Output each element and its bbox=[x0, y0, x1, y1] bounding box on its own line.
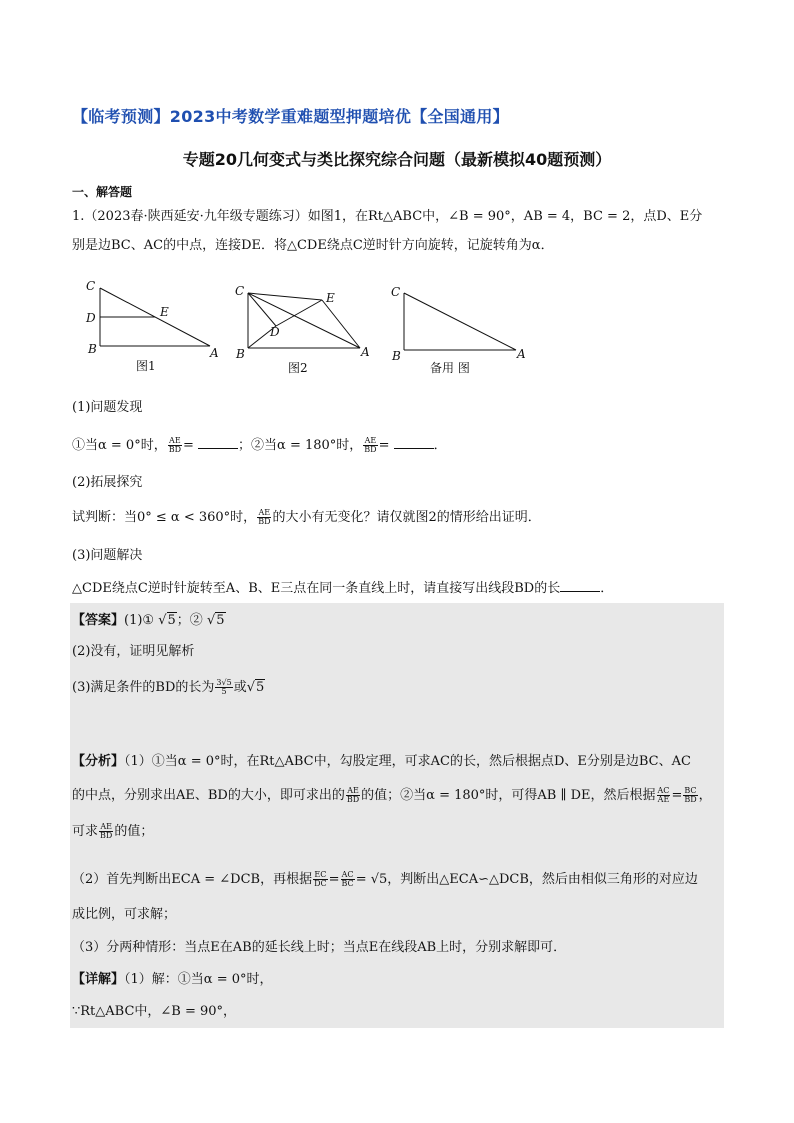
answer-blank-1[interactable] bbox=[198, 436, 238, 449]
fig1-label-a: A bbox=[210, 346, 219, 360]
figure-1 bbox=[85, 279, 219, 373]
q3-line: △CDE绕点C逆时针旋转至A、B、E三点在同一条直线上时，请直接写出线段BD的长 ． bbox=[72, 581, 614, 596]
analysis-line-1: 【分析】（1）①当α = 0°时，在Rt△ABC中，勾股定理，可求AC的长，然后根据点D、E分别是边BC、AC bbox=[72, 754, 691, 769]
q1-line: ①当α = 0°时， $\frac{AE}{BD}$ = ；②当α = 180°时， $\frac{AE}{BD}$ = ． bbox=[72, 436, 447, 454]
q2-line: 试判断：当0° ≤ α < 360°时， $\frac{AE}{BD}$ 的大小有无变化？请仅就图2的情形给出证明． bbox=[72, 508, 541, 526]
detail-line-1: 【详解】（1）解：①当α = 0°时， bbox=[72, 972, 273, 987]
answer-line-2: (2)没有，证明见解析 bbox=[72, 644, 195, 659]
fig1-label-c: C bbox=[86, 279, 96, 293]
answer-blank-2[interactable] bbox=[394, 436, 434, 449]
fig2-label-b: B bbox=[236, 347, 245, 361]
answer-blank-3[interactable] bbox=[560, 579, 600, 592]
fig3-label-c: C bbox=[391, 285, 401, 299]
header-banner: 【临考预测】2023中考数学重难题型押题培优【全国通用】 bbox=[72, 107, 509, 126]
fig3-caption: 备用 图 bbox=[430, 361, 470, 375]
fig1-label-d: D bbox=[86, 311, 96, 325]
problem-line-2: 别是边BC、AC的中点，连接DE．将△CDE绕点C逆时针方向旋转，记旋转角为α． bbox=[72, 238, 554, 253]
section-heading: 一、解答题 bbox=[72, 185, 133, 199]
analysis-line-5: 成比例，可求解； bbox=[72, 907, 177, 922]
fig2-label-d: D bbox=[270, 325, 280, 339]
fig2-label-e: E bbox=[326, 291, 335, 305]
analysis-line-4: （2）首先判断出ECA = ∠DCB，再根据 $\frac{EC}{DC}$ = $\frac{AC}{BC}$ = √5，判断出△ECA∽△DCB，然后由相似三角形的对应边 bbox=[72, 870, 698, 888]
fig1-label-b: B bbox=[88, 342, 97, 356]
fig3-label-a: A bbox=[517, 347, 526, 361]
q2-title: (2)拓展探究 bbox=[72, 475, 143, 490]
fraction-ae-bd-3: $\frac{AE}{BD}$ bbox=[258, 508, 271, 526]
detail-line-2: ∵Rt△ABC中，∠B = 90°， bbox=[72, 1004, 237, 1019]
answer-line-3: (3)满足条件的BD的长为 $\frac{3√5}{5}$ 或√5 bbox=[72, 678, 265, 696]
analysis-line-2: 的中点，分别求出AE、BD的大小，即可求出的 $\frac{AE}{BD}$ 的值；②当α = 180°时，可得AB ∥ DE，然后根据 $\frac{AC}{AE}$ = $\frac{BC}{BD}$ ， bbox=[72, 786, 712, 804]
q1-title: (1)问题发现 bbox=[72, 400, 143, 415]
fig2-label-a: A bbox=[361, 345, 370, 359]
fig1-caption: 图1 bbox=[136, 359, 156, 373]
page-title: 专题20几何变式与类比探究综合问题（最新模拟40题预测） bbox=[182, 150, 612, 169]
problem-line-1: 1.（2023春·陕西延安·九年级专题练习）如图1，在Rt△ABC中，∠B = 90°，AB = 4，BC = 2，点D、E分 bbox=[72, 209, 703, 224]
answer-panel bbox=[70, 603, 724, 1028]
fig1-label-e: E bbox=[160, 305, 169, 319]
fig2-label-c: C bbox=[235, 284, 245, 298]
figure-backup bbox=[391, 285, 526, 375]
analysis-line-3: 可求 $\frac{AE}{BD}$ 的值； bbox=[72, 822, 154, 840]
q3-title: (3)问题解决 bbox=[72, 548, 143, 563]
geometry-figures bbox=[80, 278, 540, 383]
figures-row bbox=[80, 278, 540, 383]
figure-2 bbox=[235, 284, 370, 375]
fig3-label-b: B bbox=[392, 349, 401, 363]
fig2-caption: 图2 bbox=[288, 361, 308, 375]
fraction-ae-bd-2: $\frac{AE}{BD}$ bbox=[364, 436, 377, 454]
analysis-line-6: （3）分两种情形：当点E在AB的延长线上时；当点E在线段AB上时，分别求解即可． bbox=[72, 940, 567, 955]
fraction-ae-bd: $\frac{AE}{BD}$ bbox=[168, 436, 182, 454]
answer-line-1: 【答案】(1)① √5；② √5 bbox=[72, 613, 225, 628]
